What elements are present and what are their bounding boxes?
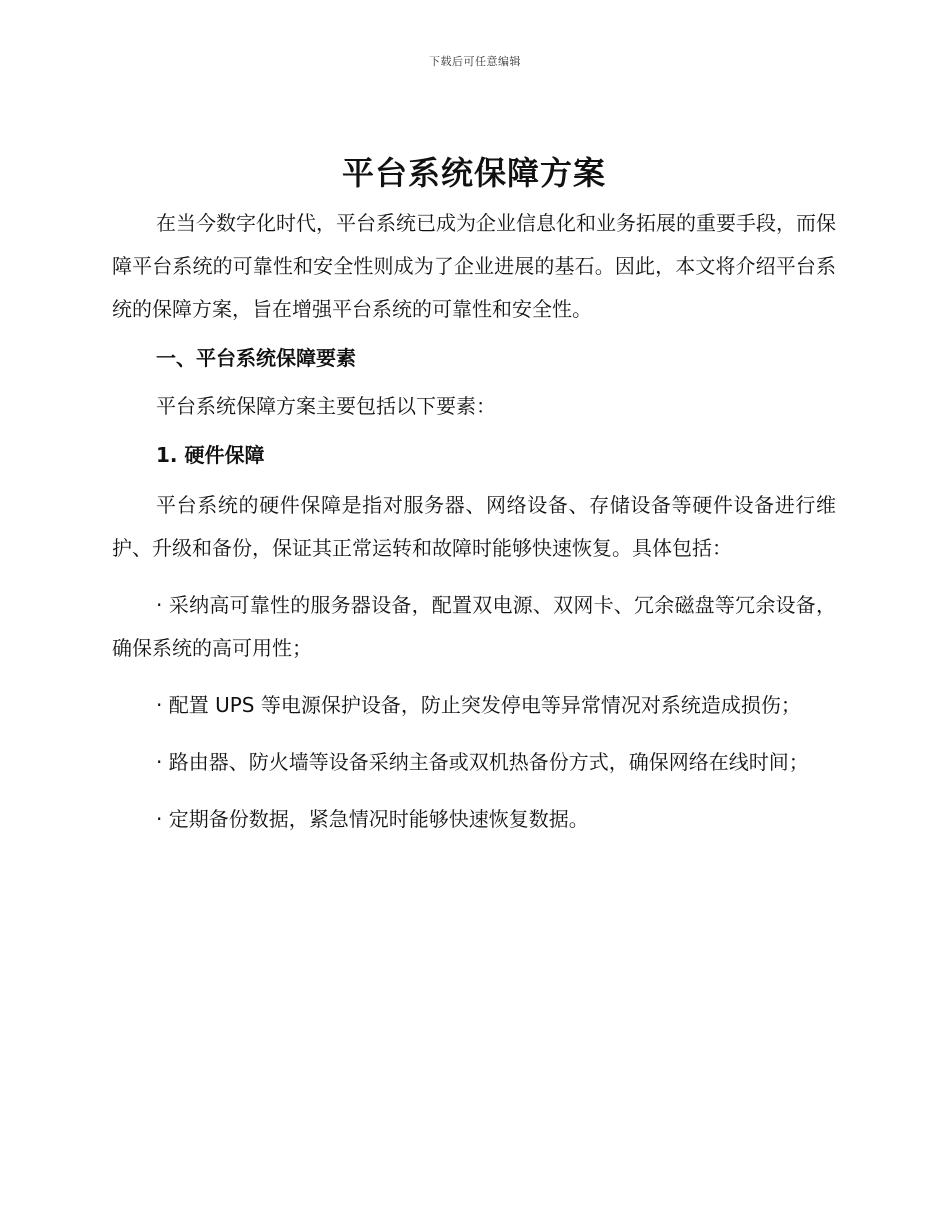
bullet-item: · 定期备份数据，紧急情况时能够快速恢复数据。 xyxy=(156,807,589,831)
bullet-item: · 采纳高可靠性的服务器设备，配置双电源、双网卡、冗余磁盘等冗余设备，确保系统的高可用性； xyxy=(112,593,836,660)
hardware-paragraph: 平台系统的硬件保障是指对服务器、网络设备、存储设备等硬件设备进行维护、升级和备份，保证其正常运转和故障时能够快速恢复。具体包括： xyxy=(112,493,836,560)
subsection-heading: 1. 硬件保障 xyxy=(156,443,265,467)
header-note: 下载后可任意编辑 xyxy=(429,55,521,68)
section-lead-paragraph: 平台系统保障方案主要包括以下要素： xyxy=(156,394,496,418)
bullet-item: · 配置 UPS 等电源保护设备，防止突发停电等异常情况对系统造成损伤； xyxy=(156,693,801,717)
section-heading: 一、平台系统保障要素 xyxy=(156,346,356,370)
document-body xyxy=(112,148,836,841)
intro-paragraph: 在当今数字化时代，平台系统已成为企业信息化和业务拓展的重要手段，而保障平台系统的可靠性和安全性则成为了企业进展的基石。因此，本文将介绍平台系统的保障方案，旨在增强平台系统的可靠性和安全性。 xyxy=(112,211,836,321)
bullet-item: · 路由器、防火墙等设备采纳主备或双机热备份方式，确保网络在线时间； xyxy=(156,750,809,774)
document-title: 平台系统保障方案 xyxy=(341,154,606,192)
